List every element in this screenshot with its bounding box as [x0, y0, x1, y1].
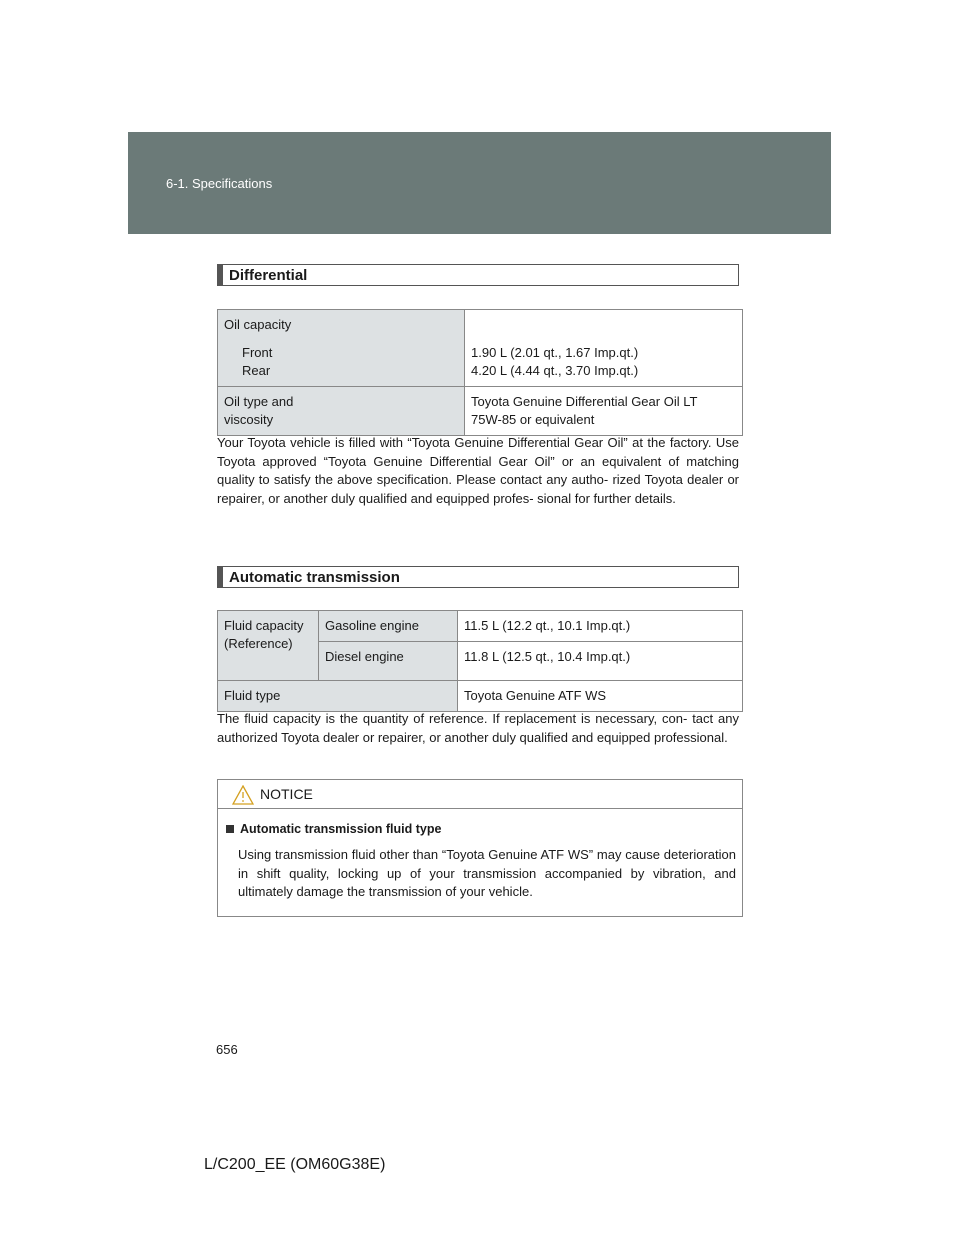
fluid-type-value: Toyota Genuine ATF WS: [458, 681, 743, 712]
front-label: Front: [242, 345, 273, 360]
fluid-capacity-label: Fluid capacity (Reference): [218, 611, 319, 681]
breadcrumb: 6-1. Specifications: [166, 176, 273, 191]
notice-box: [217, 779, 743, 917]
differential-paragraph: Your Toyota vehicle is filled with “Toyota Genuine Differential Gear Oil” at the factory. Use Toyota approved “Toyota Genuine Differential Gear Oil” or an equivalent of matching quality to satisfy the above specification. Please contact any autho- rized Toyota dealer or repairer, or another duly qualified and equipped profes- sional for further details.: [217, 435, 739, 506]
table-row: [218, 310, 743, 387]
diesel-engine-value: 11.8 L (12.5 qt., 10.4 Imp.qt.): [458, 642, 743, 681]
oil-type-label-cell: [218, 387, 465, 436]
oil-type-label-line2: viscosity: [224, 412, 274, 427]
table-row: [218, 681, 743, 712]
transmission-spec-table: [217, 610, 743, 712]
page-number: 656: [216, 1042, 238, 1057]
oil-type-value-line1: Toyota Genuine Differential Gear Oil LT: [471, 394, 698, 409]
transmission-paragraph: The fluid capacity is the quantity of reference. If replacement is necessary, con- tact any authorized Toyota dealer or repairer, or another duly qualified and equipped professional.: [217, 711, 739, 745]
oil-type-value-line2: 75W-85 or equivalent: [471, 412, 595, 427]
table-row: [218, 387, 743, 436]
notice-header: [218, 780, 742, 809]
notice-subtitle-text: Automatic transmission fluid type: [240, 822, 442, 836]
header-band: [128, 132, 831, 234]
footer-code: L/C200_EE (OM60G38E): [204, 1156, 386, 1173]
notice-subtitle: [226, 822, 441, 836]
oil-type-label-line1: Oil type and: [224, 394, 294, 409]
oil-capacity-label: Oil capacity: [224, 317, 292, 332]
front-value: 1.90 L (2.01 qt., 1.67 Imp.qt.): [471, 345, 639, 360]
notice-body: Using transmission fluid other than “Toyota Genuine ATF WS” may cause deterioration in shift quality, locking up of your transmission accompanied by vibration, and ultimately damage the transmission of your vehicle.: [238, 847, 736, 899]
notice-title: NOTICE: [260, 786, 313, 802]
warning-triangle-icon: [232, 785, 254, 810]
rear-value: 4.20 L (4.44 qt., 3.70 Imp.qt.): [471, 363, 639, 378]
section-title-differential: Differential: [217, 264, 739, 286]
table-row: [218, 611, 743, 642]
gasoline-engine-label: Gasoline engine: [319, 611, 458, 642]
section-title-automatic-transmission: Automatic transmission: [217, 566, 739, 588]
rear-label: Rear: [242, 363, 271, 378]
oil-type-value-cell: [465, 387, 743, 436]
square-bullet-icon: [226, 825, 234, 833]
fluid-type-label: Fluid type: [218, 681, 458, 712]
oil-capacity-label-cell: [218, 310, 465, 387]
differential-spec-table: [217, 309, 743, 436]
gasoline-engine-value: 11.5 L (12.2 qt., 10.1 Imp.qt.): [458, 611, 743, 642]
diesel-engine-label: Diesel engine: [319, 642, 458, 681]
oil-capacity-value-cell: [465, 310, 743, 387]
